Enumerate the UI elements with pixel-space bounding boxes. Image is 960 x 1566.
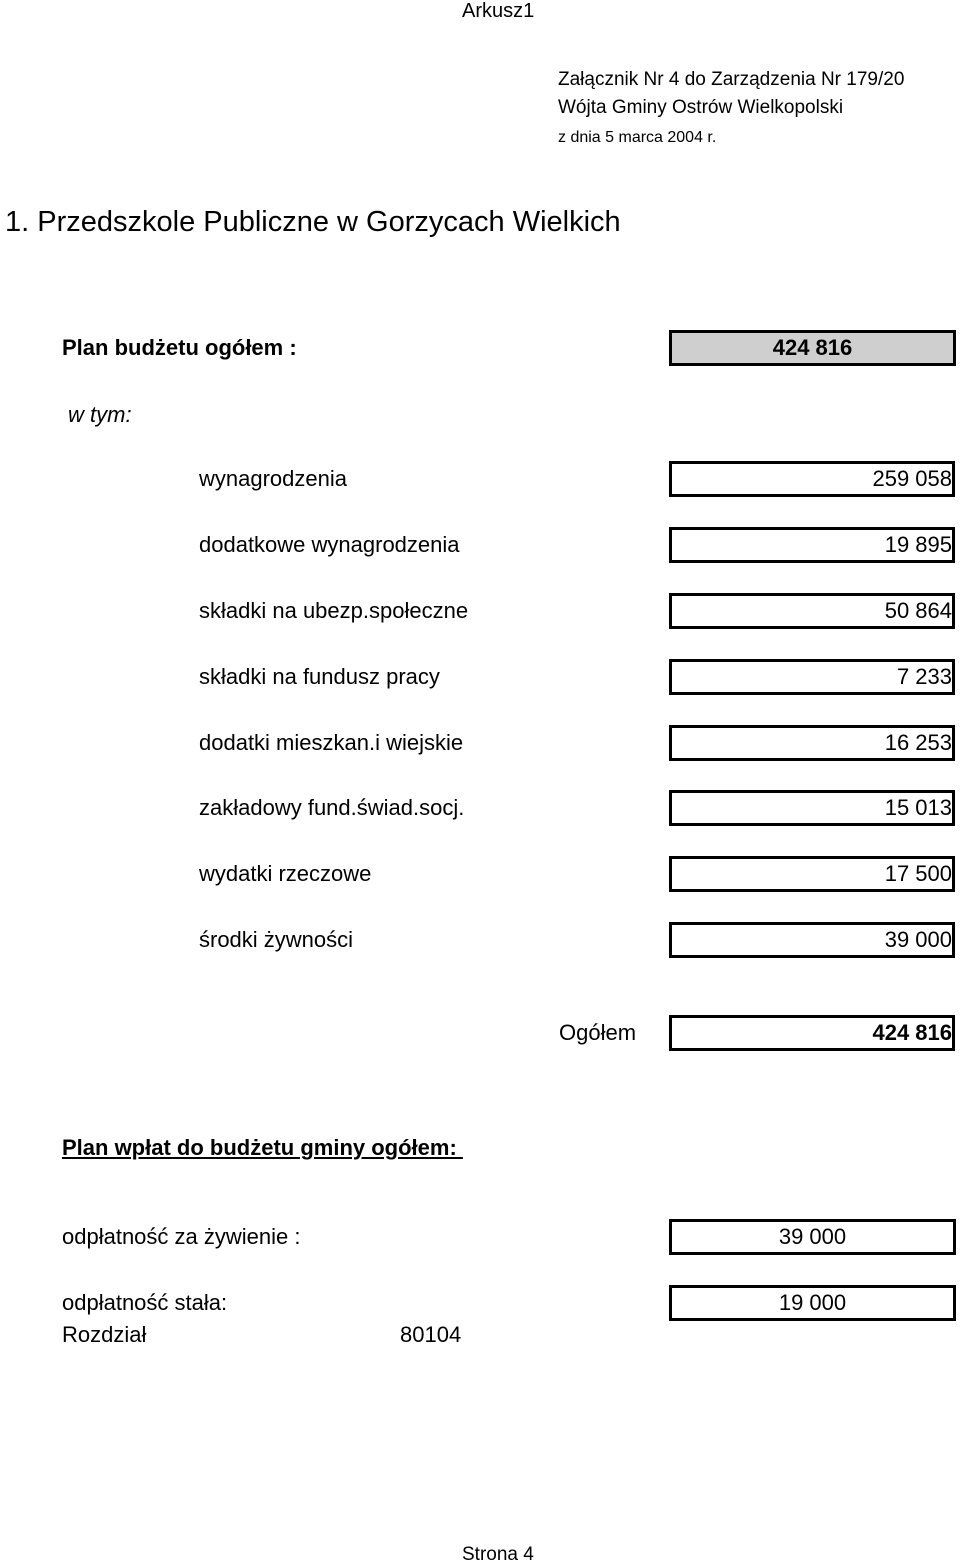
wplaty-heading: Plan wpłat do budżetu gminy ogółem: bbox=[62, 1135, 463, 1160]
wplaty-item-value-box bbox=[669, 1219, 956, 1255]
item-value-box bbox=[669, 659, 955, 695]
plan-label: Plan budżetu ogółem : bbox=[62, 335, 297, 360]
item-value: 19 895 bbox=[884, 532, 952, 557]
wplaty-item-value-box bbox=[669, 1285, 956, 1321]
total-value-box bbox=[669, 1015, 955, 1051]
total-value: 424 816 bbox=[872, 1020, 952, 1045]
rozdzial-value: 80104 bbox=[400, 1322, 462, 1347]
wplaty-item-label: odpłatność za żywienie : bbox=[62, 1224, 301, 1249]
total-label: Ogółem bbox=[559, 1020, 637, 1045]
header-line-1: Załącznik Nr 4 do Zarządzenia Nr 179/20 bbox=[558, 69, 905, 90]
w-tym-label: w tym: bbox=[68, 402, 132, 427]
item-value: 7 233 bbox=[896, 664, 952, 689]
item-value-box bbox=[669, 461, 955, 497]
item-label: zakładowy fund.świad.socj. bbox=[199, 795, 465, 820]
header-line-3: z dnia 5 marca 2004 r. bbox=[558, 129, 717, 146]
item-label: wydatki rzeczowe bbox=[199, 861, 372, 886]
item-value-box bbox=[669, 725, 955, 761]
item-value: 16 253 bbox=[884, 730, 952, 755]
item-value-box bbox=[669, 527, 955, 563]
item-label: dodatkowe wynagrodzenia bbox=[199, 532, 460, 557]
item-label: środki żywności bbox=[199, 927, 354, 952]
item-value-box bbox=[669, 856, 955, 892]
item-value-box bbox=[669, 922, 955, 958]
plan-value-box bbox=[669, 330, 956, 366]
item-value-box bbox=[669, 593, 955, 629]
plan-value: 424 816 bbox=[772, 335, 853, 360]
item-value-box bbox=[669, 790, 955, 826]
wplaty-item-value: 39 000 bbox=[778, 1224, 847, 1249]
item-value: 15 013 bbox=[884, 795, 952, 820]
item-value: 39 000 bbox=[884, 927, 952, 952]
item-label: dodatki mieszkan.i wiejskie bbox=[199, 730, 464, 755]
document-title: 1. Przedszkole Publiczne w Gorzycach Wielkich bbox=[5, 206, 621, 238]
item-value: 259 058 bbox=[872, 466, 952, 491]
sheet-name: Arkusz1 bbox=[462, 0, 535, 22]
wplaty-item-value: 19 000 bbox=[778, 1290, 847, 1315]
item-label: wynagrodzenia bbox=[199, 466, 347, 491]
item-value: 17 500 bbox=[884, 861, 952, 886]
rozdzial-label: Rozdział bbox=[62, 1322, 147, 1347]
header-line-2: Wójta Gminy Ostrów Wielkopolski bbox=[558, 97, 844, 118]
item-value: 50 864 bbox=[884, 598, 952, 623]
page-footer: Strona 4 bbox=[462, 1544, 534, 1565]
item-label: składki na fundusz pracy bbox=[199, 664, 440, 689]
wplaty-item-label: odpłatność stała: bbox=[62, 1290, 228, 1315]
item-label: składki na ubezp.społeczne bbox=[199, 598, 469, 623]
